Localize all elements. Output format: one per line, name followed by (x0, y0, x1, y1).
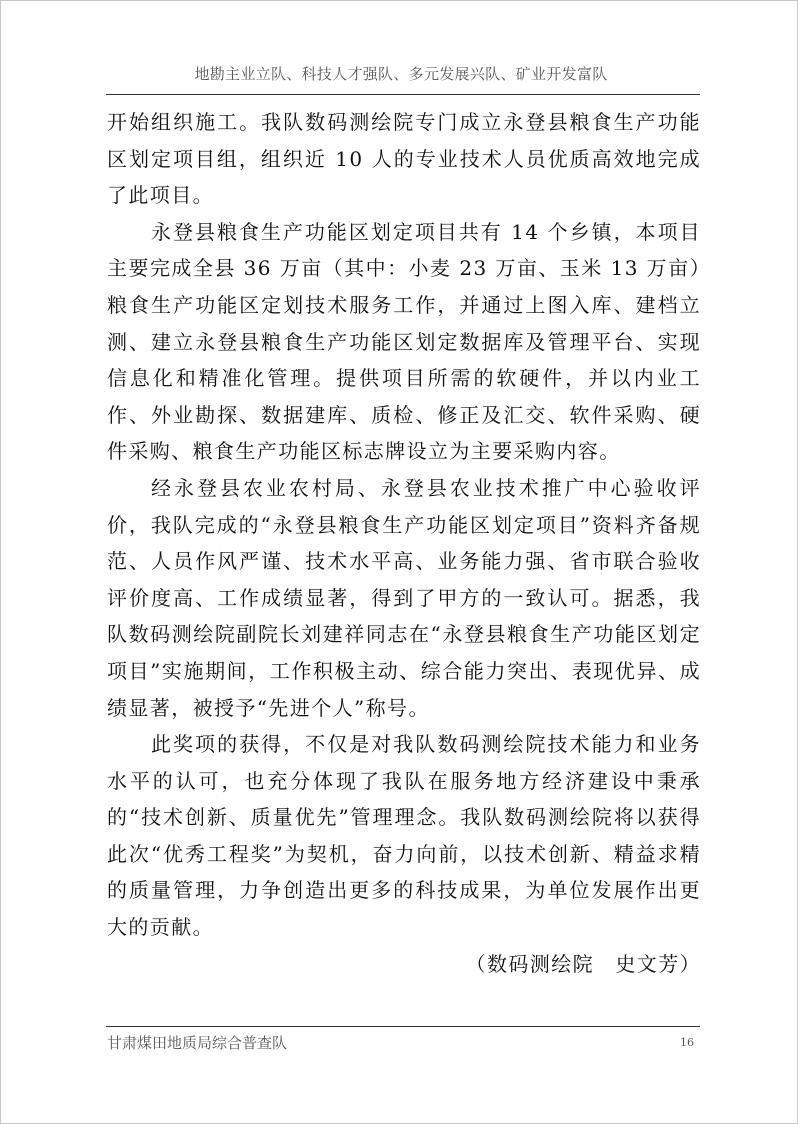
footer-organization: 甘肃煤田地质局综合普查队 (107, 1034, 288, 1052)
paragraph-1: 开始组织施工。我队数码测绘院专门成立永登县粮食生产功能区划定项目组，组织近 10 人的专业技术人员优质高效地完成了此项目。 (107, 110, 701, 208)
paragraph-3: 经永登县农业农村局、永登县农业技术推广中心验收评价，我队完成的“永登县粮食生产功能区划定项目”资料齐备规范、人员作风严谨、技术水平高、业务能力强、省市联合验收评价度高、工作成绩显著，得到了甲方的一致认可。据悉，我队数码测绘院副院长刘建祥同志在“永登县粮食生产功能区划定项目”实施期间，工作积极主动、综合能力突出、表现优异、成绩显著，被授予“先进个人”称号。 (107, 475, 701, 720)
paragraph-4: 此奖项的获得，不仅是对我队数码测绘院技术能力和业务水平的认可，也充分体现了我队在服务地方经济建设中秉承的“技术创新、质量优先”管理理念。我队数码测绘院将以获得此次“优秀工程奖”为契机，奋力向前，以技术创新、精益求精的质量管理，力争创造出更多的科技成果，为单位发展作出更大的贡献。 (107, 732, 701, 940)
page-number: 16 (680, 1036, 694, 1049)
article-body (107, 104, 701, 982)
header-slogan: 地勘主业立队、科技人才强队、多元发展兴队、矿业开发富队 (194, 65, 608, 83)
paragraph-2: 永登县粮食生产功能区划定项目共有 14 个乡镇，本项目主要完成全县 36 万亩（其中：小麦 23 万亩、玉米 13 万亩）粮食生产功能区定划技术服务工作，并通过上图入库、建档立测、建立永登县粮食生产功能区划定数据库及管理平台、实现信息化和精准化管理。提供项目所需的软硬件，并以内业工作、外业勘探、数据建库、质检、修正及汇交、软件采购、硬件采购、粮食生产功能区标志牌设立为主要采购内容。 (107, 219, 701, 464)
header-divider (106, 94, 700, 95)
footer-divider (106, 1026, 700, 1027)
author-signature: （数码测绘院 史文芳） (465, 951, 701, 976)
